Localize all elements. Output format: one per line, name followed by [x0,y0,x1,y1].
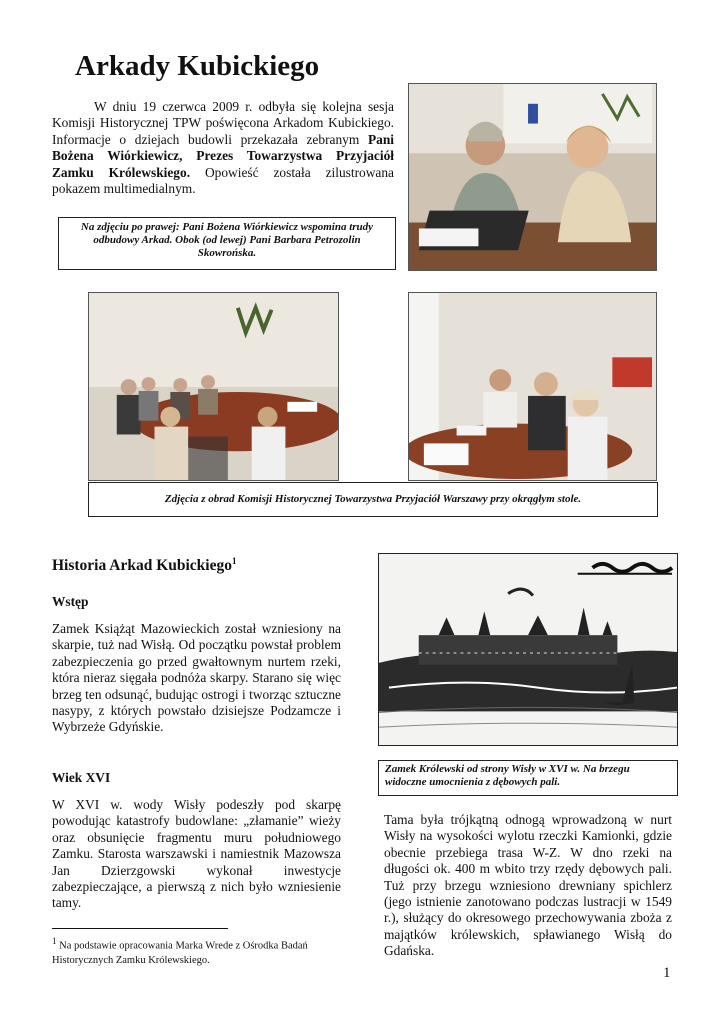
engraving-caption: Zamek Królewski od strony Wisły w XVI w. Na brzegu widoczne umocnienia z dębowych pali. [378,760,678,796]
photo-round-table-left [88,292,339,481]
wstep-paragraph: Zamek Książąt Mazowieckich został wzniesiony na skarpie, tuż nad Wisłą. Od początku powstał problem zabezpieczenia go przed gwałtownym nurtem rzeki, która nieraz sięgała podnóża skarpy. Starano się więc brzeg ten odsunąć, budując ostrogi i tworząc sztuczne nasypy, z których powstało dzisiejsze Podzamcze i Wybrzeże Gdyńskie. [52,621,341,735]
intro-text-a: W dniu 19 czerwca 2009 r. odbyła się kolejna sesja Komisji Historycznej TPW poświęcona Arkadom Kubickiego. Informacje o dziejach budowli przekazała zebranym [52,99,394,147]
photo-round-table-right [408,292,657,481]
page-number: 1 [663,965,671,981]
history-heading-text: Historia Arkad Kubickiego [52,557,232,575]
subheading-wiek-xvi: Wiek XVI [52,770,111,785]
footnote-divider [52,928,228,929]
intro-paragraph [52,99,394,197]
right-column-paragraph: Tama była trójkątną odnogą wprowadzoną w nurt Wisły na wysokości wylotu rzeczki Kamionki, gdzie obecnie przebiega trasa W-Z. W dno rzeki na długości ok. 400 m wbito trzy rzędy dębowych pali. Tuż przy brzegu wzniesiono drewniany spichlerz (jego istnienie zanotowano podczas lustracji w 1549 r.), służący do okresowego przechowywania zboża z majątków królewskich, spławianego Wisłą do Gdańska. [384,812,672,959]
intro-text-bold: Pani Bożena Wiórkiewicz, Prezes Towarzystwa Przyjaciół Zamku Królewskiego. [52,131,394,180]
photo-caption-2: Zdjęcia z obrad Komisji Historycznej Towarzystwa Przyjaciół Warszawy przy okrągłym stole. [88,482,658,517]
wiek-paragraph: W XVI w. wody Wisły podeszły pod skarpę powodując katastrofy budowlane: „złamanie” wieży oraz obsunięcie fragmentu muru południowego Zamku. Starosta warszawski i namiestnik Mazowsza Jan Dzierzgowski wykonał inwestycje zabezpieczające, a pierwszą z nich było wzniesienie tamy. [52,797,341,911]
footnote-ref: 1 [232,556,237,566]
photo-caption-1: Na zdjęciu po prawej: Pani Bożena Wiórkiewicz wspomina trudy odbudowy Arkad. Obok (od lewej) Pani Barbara Petrozolin Skowrońska. [58,217,396,270]
engraving-royal-castle [378,553,678,746]
photo-meeting-women [408,83,657,271]
footnote [52,934,342,968]
page-title: Arkady Kubickiego [75,50,320,82]
footnote-text: Na podstawie opracowania Marka Wrede z Ośrodka Badań Historycznych Zamku Królewskiego. [52,940,308,966]
intro-text-b: Opowieść została zilustrowana pokazem multimedialnym. [52,164,394,197]
subheading-wstep: Wstęp [52,594,89,609]
section-heading-history [52,556,237,575]
footnote-mark: 1 [52,936,57,946]
